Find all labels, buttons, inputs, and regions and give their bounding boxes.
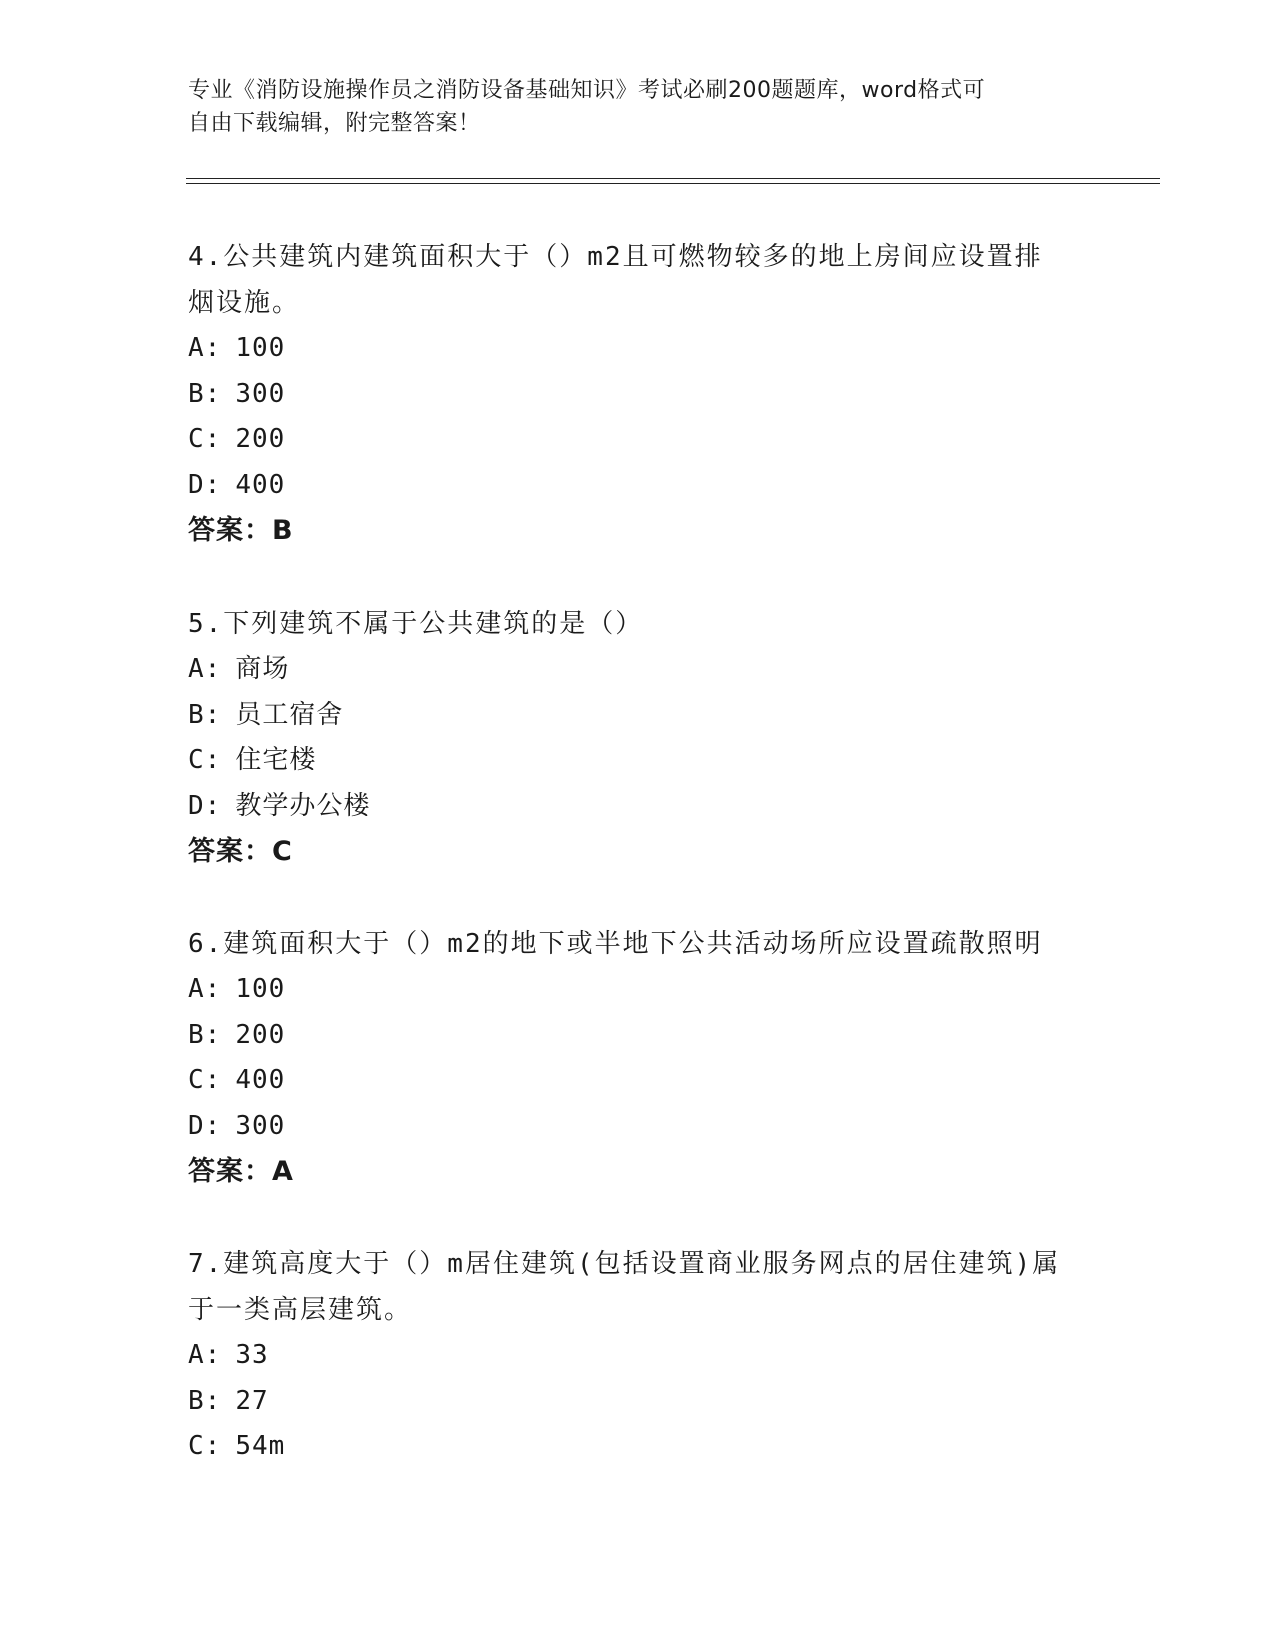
question-stem-line: 5.下列建筑不属于公共建筑的是（）: [188, 609, 644, 639]
option-a: [188, 647, 1088, 693]
option-separator: :: [204, 1110, 222, 1141]
answer-line: 答案：C: [188, 836, 293, 867]
option-text: 400: [235, 469, 286, 500]
option-separator: :: [204, 1019, 222, 1050]
header-divider-top: [186, 178, 1160, 179]
question-stem-line: 7.建筑高度大于（）m居住建筑(包括设置商业服务网点的居住建筑)属: [188, 1249, 1061, 1279]
option-c: [188, 417, 1088, 463]
option-d: [188, 784, 1088, 830]
document-header: [188, 74, 1078, 140]
option-letter: B: [188, 699, 205, 730]
option-a: [188, 326, 1088, 372]
option-text: 300: [235, 378, 286, 409]
option-letter: B: [188, 1385, 205, 1416]
option-separator: :: [204, 333, 222, 363]
question-6: [188, 921, 1088, 1195]
option-text: 400: [235, 1065, 286, 1095]
option-a: [188, 1333, 1088, 1379]
option-separator: :: [204, 745, 222, 775]
header-line-2: 自由下载编辑，附完整答案！: [188, 111, 481, 136]
option-separator: :: [204, 699, 222, 730]
option-text: 27: [235, 1385, 269, 1416]
option-separator: :: [204, 790, 222, 821]
option-letter: A: [188, 654, 205, 684]
option-separator: :: [204, 1340, 222, 1370]
option-text: 住宅楼: [235, 745, 317, 775]
option-a: [188, 967, 1088, 1013]
option-text: 100: [235, 333, 286, 363]
option-text: 100: [235, 974, 286, 1004]
option-text: 员工宿舍: [235, 699, 344, 730]
option-letter: D: [188, 790, 205, 821]
answer-line: 答案：A: [188, 1156, 294, 1187]
option-letter: A: [188, 1340, 205, 1370]
option-separator: :: [204, 1065, 222, 1095]
option-b: [188, 1013, 1088, 1059]
question-stem-line: 4.公共建筑内建筑面积大于（）m2且可燃物较多的地上房间应设置排: [188, 242, 1043, 272]
option-separator: :: [204, 1385, 222, 1416]
question-4: [188, 234, 1088, 554]
option-letter: D: [188, 469, 205, 500]
question-stem-line: 于一类高层建筑。: [188, 1295, 413, 1325]
option-d: [188, 1104, 1088, 1150]
option-letter: D: [188, 1110, 205, 1141]
option-text: 300: [235, 1110, 286, 1141]
option-separator: :: [204, 378, 222, 409]
option-letter: C: [188, 1065, 205, 1095]
option-c: [188, 738, 1088, 784]
header-line-1: 专业《消防设施操作员之消防设备基础知识》考试必刷200题题库，word格式可: [188, 78, 986, 103]
option-text: 33: [235, 1340, 269, 1370]
question-stem-line: 烟设施。: [188, 288, 301, 318]
option-separator: :: [204, 469, 222, 500]
option-text: 商场: [235, 654, 290, 684]
option-letter: A: [188, 333, 205, 363]
option-separator: :: [204, 1431, 222, 1461]
option-text: 200: [235, 1019, 286, 1050]
question-7: [188, 1241, 1088, 1470]
option-b: [188, 1379, 1088, 1425]
option-letter: C: [188, 424, 205, 454]
option-b: [188, 693, 1088, 739]
header-divider-bottom: [186, 183, 1160, 184]
option-text: 200: [235, 424, 286, 454]
question-stem-line: 6.建筑面积大于（）m2的地下或半地下公共活动场所应设置疏散照明: [188, 929, 1043, 959]
answer-line: 答案：B: [188, 515, 294, 546]
option-letter: B: [188, 1019, 205, 1050]
option-letter: A: [188, 974, 205, 1004]
option-separator: :: [204, 654, 222, 684]
question-5: [188, 601, 1088, 875]
option-text: 教学办公楼: [235, 790, 371, 821]
option-c: [188, 1058, 1088, 1104]
option-b: [188, 372, 1088, 418]
option-separator: :: [204, 424, 222, 454]
option-separator: :: [204, 974, 222, 1004]
option-letter: C: [188, 1431, 205, 1461]
option-text: 54m: [235, 1431, 286, 1461]
option-letter: B: [188, 378, 205, 409]
option-letter: C: [188, 745, 205, 775]
option-c: [188, 1424, 1088, 1470]
option-d: [188, 463, 1088, 509]
